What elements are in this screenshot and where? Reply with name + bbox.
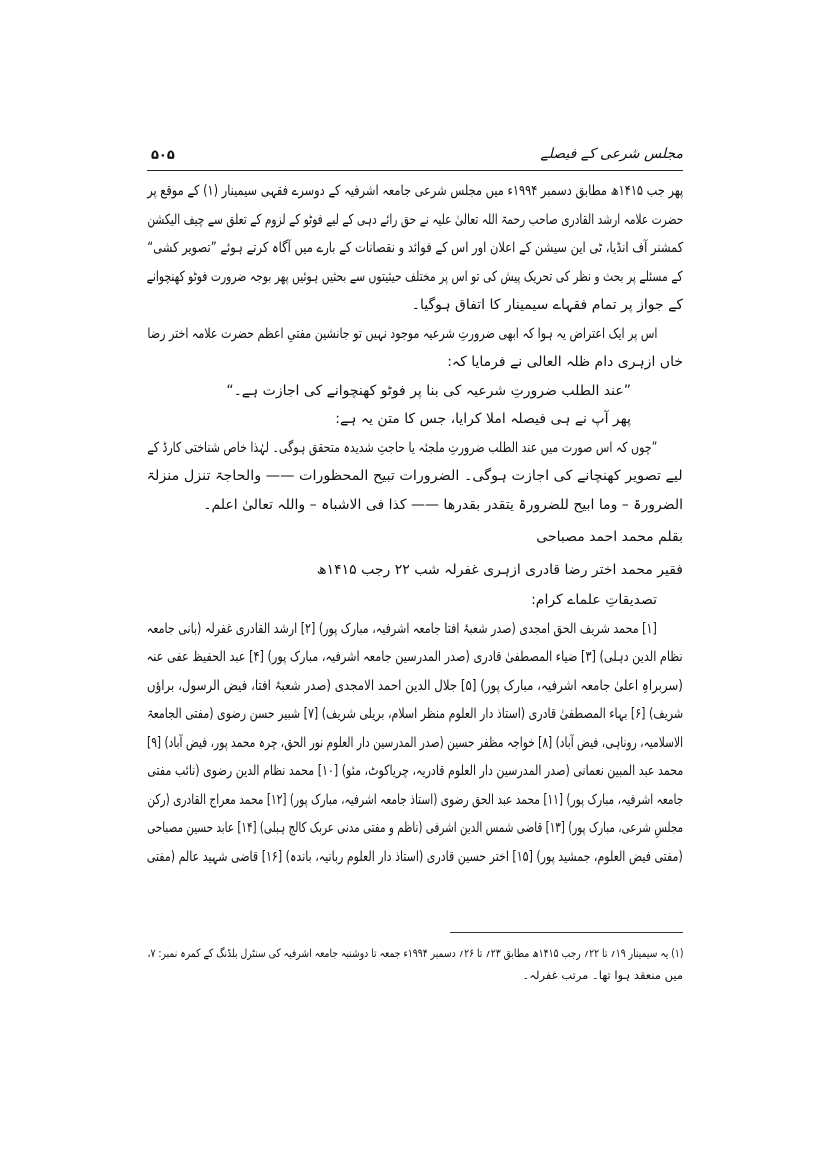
footnote xyxy=(147,942,683,986)
text-line-text: حضرت علامہ ارشد القادری صاحب رحمۃ اللہ تعالیٰ علیہ نے حق رائے دہی کے لیے فوٹو کے لزوم کے تعلق سے چیف الیکشن xyxy=(147,211,683,228)
text-line xyxy=(147,843,683,872)
text-line xyxy=(147,177,683,206)
text-line-text: پھر آپ نے ہی فیصلہ املا کرایا، جس کا متن یہ ہے: xyxy=(335,411,631,427)
text-line xyxy=(147,556,683,585)
text-line-text: فقیر محمد اختر رضا قادری ازہری غفرلہ شب ۲۲ رجب ۱۴۱۵ھ xyxy=(316,561,683,578)
text-line-text: نظام الدین دہلی) [۳] ضیاء المصطفیٰ قادری (صدر المدرسین جامعہ اشرفیہ، مبارک پور) [۴] عبد الحفیظ عفی عنہ xyxy=(147,649,683,665)
footnote-line xyxy=(147,942,683,964)
text-line xyxy=(147,234,683,263)
header-rule xyxy=(147,170,683,171)
text-line xyxy=(147,700,683,729)
text-line-text: الاسلامیہ، روناہی، فیض آباد) [۸] خواجہ مظفر حسین (صدر المدرسین دار العلوم نور الحق، چرہ محمد پور، فیض آباد) [۹] xyxy=(147,734,683,751)
text-line xyxy=(147,348,683,377)
text-line xyxy=(147,206,683,235)
text-line xyxy=(147,586,683,615)
text-line xyxy=(147,643,683,672)
page-number: ۵۰۵ xyxy=(151,148,175,163)
footnote-rule xyxy=(450,932,683,933)
text-line-text: اس پر ایک اعتراض یہ ہوا کہ ابھی ضرورتِ شرعیہ موجود نہیں تو جانشین مفتیِ اعظم حضرت علامہ اختر رضا xyxy=(147,325,657,342)
text-line-text: (مفتی فیض العلوم، جمشید پور) [۱۵] اختر حسین قادری (استاذ دار العلوم ربانیہ، باندہ) [۱۶] قاضی شہید عالم (مفتی xyxy=(147,848,683,865)
text-line-text: (سربراہِ اعلیٰ جامعہ اشرفیہ، مبارک پور) [۵] جلال الدین احمد الامجدی (صدر شعبۂ افتا، فیض الرسول، براؤں xyxy=(147,677,683,694)
footnote-line xyxy=(147,964,683,986)
text-line-text: کے جواز پر تمام فقہاے سیمینار کا اتفاق ہوگیا۔ xyxy=(411,297,683,313)
text-line-text: لیے تصویر کھنچانے کی اجازت ہوگی۔ الضرورات تبیح المحظورات —— والحاجۃ تنزل منزلۃ xyxy=(147,468,683,484)
text-line xyxy=(147,263,683,292)
text-line xyxy=(147,377,683,406)
text-line-text: [۱] محمد شریف الحق امجدی (صدر شعبۂ افتا جامعہ اشرفیہ، مبارک پور) [۲] ارشد القادری غفرلہ (بانی جامعہ xyxy=(147,620,657,637)
text-line xyxy=(147,462,683,491)
text-line xyxy=(147,814,683,843)
text-line xyxy=(147,434,683,463)
text-line-text: تصدیقاتِ علماے کرام: xyxy=(531,592,657,608)
text-line xyxy=(147,729,683,758)
running-header xyxy=(147,146,683,170)
text-line xyxy=(147,523,683,552)
text-line-text: پھر جب ۱۴۱۵ھ مطابق دسمبر ۱۹۹۴ء میں مجلس شرعی جامعہ اشرفیہ کے دوسرے فقہی سیمینار (۱) کے موقع پر xyxy=(147,183,683,199)
text-line-text: جامعہ اشرفیہ، مبارک پور) [۱۱] محمد عبد الحق رضوی (استاذ جامعہ اشرفیہ، مبارک پور) [۱۲] محمد معراج القادری (رکن xyxy=(147,791,683,808)
text-line-text: ”عند الطلب ضرورتِ شرعیہ کی بنا پر فوٹو کھنچوانے کی اجازت ہے۔“ xyxy=(226,382,631,399)
text-line xyxy=(147,672,683,701)
text-line-text: کمشنر آف انڈیا، ٹی این سیشن کے اعلان اور اس کے فوائد و نقصانات کے بارے میں آگاہ کرتے ہوئے ”تصویر کشی“ xyxy=(147,240,683,256)
text-line-text: بقلم محمد احمد مصباحی xyxy=(536,529,683,545)
running-header-title: مجلس شرعی کے فیصلے xyxy=(540,146,683,162)
footnote-line-text: میں منعقد ہوا تھا۔ مرتب غفرلہ۔ xyxy=(522,968,683,982)
text-line xyxy=(147,757,683,786)
text-line xyxy=(147,615,683,644)
text-line xyxy=(147,320,683,349)
body-text xyxy=(147,177,683,871)
text-line xyxy=(147,491,683,520)
text-line xyxy=(147,786,683,815)
text-line-text: کے مسئلے پر بحث و نظر کی تحریک پیش کی تو اس پر مختلف حیثیتوں سے بحثیں ہوئیں پھر بوجہ ضرورت فوٹو کھنچوانے xyxy=(147,268,683,285)
text-line-text: شریف) [۶] بہاء المصطفیٰ قادری (استاذ دار العلوم منظر اسلام، بریلی شریف) [۷] شبیر حسن رضوی (مفتی الجامعۃ xyxy=(147,706,683,722)
text-line-text: خاں ازہری دام ظلہ العالی نے فرمایا کہ: xyxy=(447,354,683,370)
text-line-text: محمد عبد المبین نعمانی (صدر المدرسین دار العلوم قادریہ، چریاکوٹ، مئو) [۱۰] محمد نظام الدین رضوی (نائب مفتی xyxy=(147,763,683,779)
footnote-line-text: (۱) یہ سیمینار ۱۹؍ تا ۲۲؍ رجب ۱۴۱۵ھ مطابق ۲۳؍ تا ۲۶؍ دسمبر ۱۹۹۴ء جمعہ تا دوشنبہ جامعہ اشرفیہ کی سنٹرل بلڈنگ کے کمرہ نمبر: ۷، xyxy=(147,946,683,960)
text-line-text: مجلسِ شرعی، مبارک پور) [۱۳] قاضی شمس الدین اشرفی (ناظم و مفتی مدنی عربک کالج ہبلی) [۱۴] عابد حسین مصباحی xyxy=(147,820,683,836)
text-line xyxy=(147,291,683,320)
text-line xyxy=(147,405,683,434)
text-line-text: ”چوں کہ اس صورت میں عند الطلب ضرورتِ ملجئہ یا حاجتِ شدیدہ متحقق ہوگی۔ لہٰذا خاص شناختی کارڈ کے xyxy=(147,439,657,456)
text-line-text: الضرورۃ – وما ابیح للضرورۃ یتقدر بقدرھا —— کذا فی الاشباہ – واللہ تعالیٰ اعلم۔ xyxy=(203,496,683,513)
